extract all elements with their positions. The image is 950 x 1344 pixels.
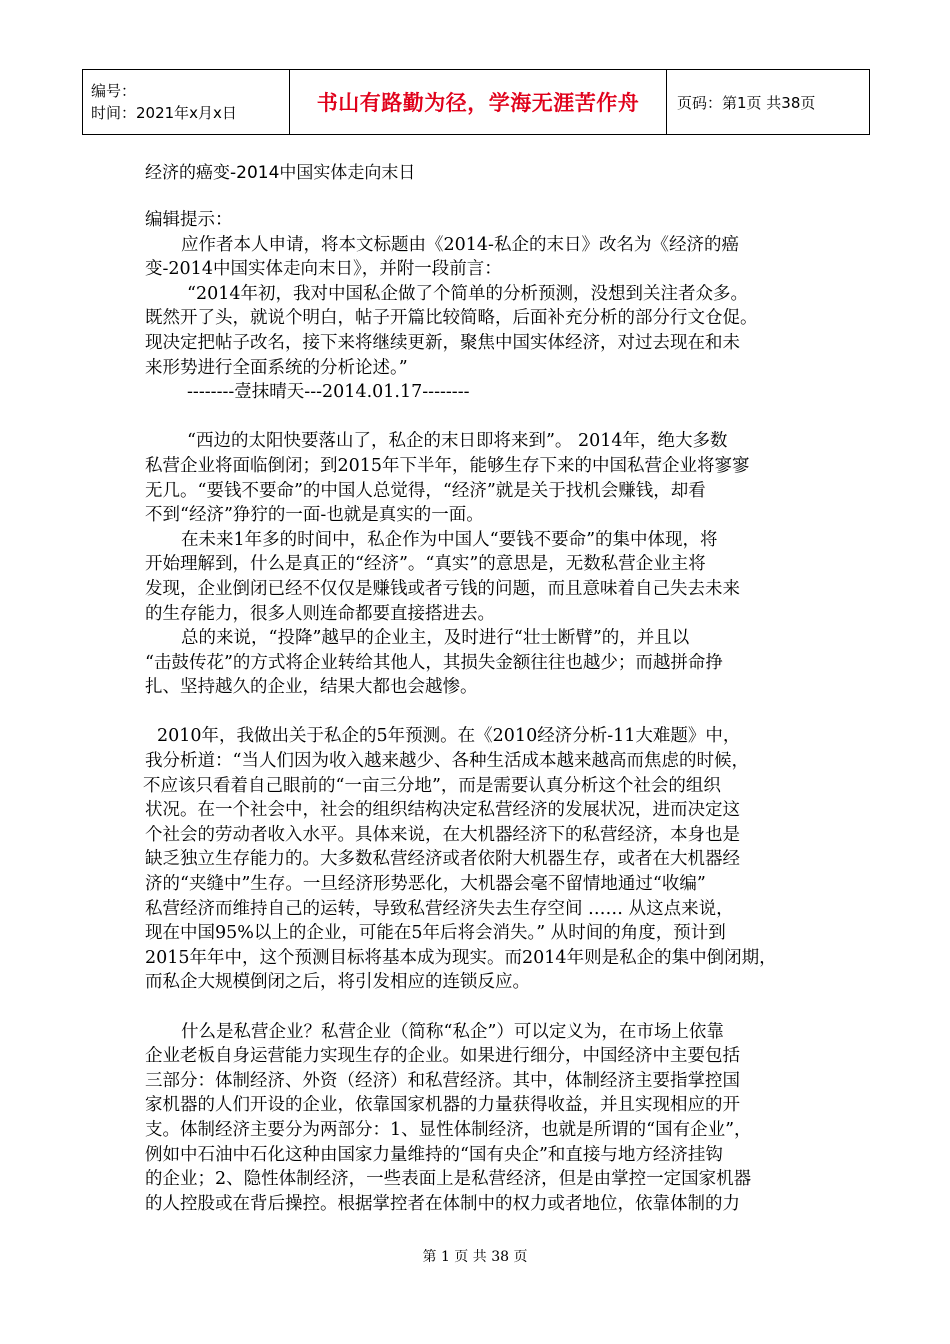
text-line: 而私企大规模倒闭之后，将引发相应的连锁反应。: [145, 972, 530, 993]
text-line: 家机器的人们开设的企业，依靠国家机器的力量获得收益，并且实现相应的开: [145, 1095, 740, 1116]
text-line: 三部分：体制经济、外资（经济）和私营经济。其中，体制经济主要指掌控国: [145, 1070, 740, 1091]
text-line: 企业老板自身运营能力实现生存的企业。如果进行细分，中国经济中主要包括: [145, 1046, 740, 1067]
text-line: 既然开了头，就说个明白，帖子开篇比较简略，后面补充分析的部分行文仓促。: [145, 308, 758, 329]
text-line: 开始理解到，什么是真正的“经济”。“真实”的意思是，无数私营企业主将: [145, 554, 706, 575]
header-table: [82, 69, 870, 135]
document-time-label: 时间：2021年x月x日: [91, 104, 237, 122]
text-line: 个社会的劳动者收入水平。具体来说，在大机器经济下的私营经济，本身也是: [145, 824, 740, 845]
text-line: 扎、坚持越久的企业，结果大都也会越惨。: [145, 677, 478, 698]
text-line: 状况。在一个社会中，社会的组织结构决定私营经济的发展状况，进而决定这: [145, 800, 740, 821]
text-line: 支。体制经济主要分为两部分：1、显性体制经济，也就是所谓的“国有企业”，: [145, 1119, 752, 1140]
text-line: 例如中石油中石化这种由国家力量维持的“国有央企”和直接与地方经济挂钩: [145, 1144, 723, 1165]
header-motto: 书山有路勤为径，学海无涯苦作舟: [290, 70, 667, 135]
text-line: 的企业；2、隐性体制经济，一些表面上是私营经济，但是由掌控一定国家机器: [145, 1169, 752, 1190]
text-line: 应作者本人申请，将本文标题由《2014-私企的末日》改名为《经济的癌: [181, 234, 739, 255]
text-line: 不应该只看着自己眼前的“一亩三分地”，而是需要认真分析这个社会的组织: [143, 775, 721, 796]
text-line: 我分析道：“当人们因为收入越来越少、各种生活成本越来越高而焦虑的时候，: [145, 751, 749, 772]
text-line: 的生存能力，很多人则连命都要直接搭进去。: [145, 603, 495, 624]
text-line: 现在中国95%以上的企业，可能在5年后将会消失。” 从时间的角度，预计到: [145, 923, 726, 944]
text-line: 来形势进行全面系统的分析论述。”: [145, 357, 408, 378]
text-line: “2014年初，我对中国私企做了个简单的分析预测，没想到关注者众多。: [187, 283, 748, 304]
text-line: 私营经济而维持自己的运转，导致私营经济失去生存空间 …… 从这点来说，: [145, 898, 734, 919]
header-page-info: 页码：第1页 共38页: [667, 70, 870, 135]
text-line: 济的“夹缝中”生存。一旦经济形势恶化，大机器会毫不留情地通过“收编”: [145, 874, 706, 895]
text-line: 变-2014中国实体走向末日》，并附一段前言：: [145, 259, 502, 280]
text-line: 无几。“要钱不要命”的中国人总觉得，“经济”就是关于找机会赚钱，却看: [145, 480, 706, 501]
header-meta-cell: [83, 70, 290, 135]
text-line: 2010年，我做出关于私企的5年预测。在《2010经济分析-11大难题》中，: [157, 726, 741, 747]
text-line: 的人控股或在背后操控。根据掌控者在体制中的权力或者地位，依靠体制的力: [145, 1193, 740, 1214]
text-line: 在未来1年多的时间中，私企作为中国人“要钱不要命”的集中体现，将: [181, 529, 718, 550]
document-number-label: 编号：: [91, 82, 137, 100]
text-line: 发现，企业倒闭已经不仅仅是赚钱或者亏钱的问题，而且意味着自己失去未来: [145, 578, 740, 599]
text-line: 编辑提示：: [145, 210, 233, 230]
text-line: --------壹抹晴天---2014.01.17--------: [187, 382, 470, 403]
text-line: 不到“经济”狰狞的一面-也就是真实的一面。: [145, 505, 484, 526]
document-title: 经济的癌变-2014中国实体走向末日: [145, 163, 416, 183]
text-line: “西边的太阳快要落山了，私企的末日即将来到”。 2014年，绝大多数: [187, 431, 728, 452]
text-line: 私营企业将面临倒闭；到2015年下半年，能够生存下来的中国私营企业将寥寥: [145, 455, 750, 476]
text-line: 现决定把帖子改名，接下来将继续更新，聚焦中国实体经济，对过去现在和未: [145, 332, 740, 353]
text-line: 2015年年中，这个预测目标将基本成为现实。而2014年则是私企的集中倒闭期，: [145, 947, 777, 968]
text-line: 什么是私营企业？私营企业（简称“私企”）可以定义为，在市场上依靠: [181, 1021, 724, 1042]
text-line: 缺乏独立生存能力的。大多数私营经济或者依附大机器生存，或者在大机器经: [145, 849, 740, 870]
page-footer: 第 1 页 共 38 页: [422, 1249, 528, 1265]
text-line: 总的来说，“投降”越早的企业主，及时进行“壮士断臂”的，并且以: [181, 628, 690, 649]
text-line: “击鼓传花”的方式将企业转给其他人，其损失金额往往也越少；而越拼命挣: [145, 652, 723, 673]
document-body: [145, 208, 835, 1216]
